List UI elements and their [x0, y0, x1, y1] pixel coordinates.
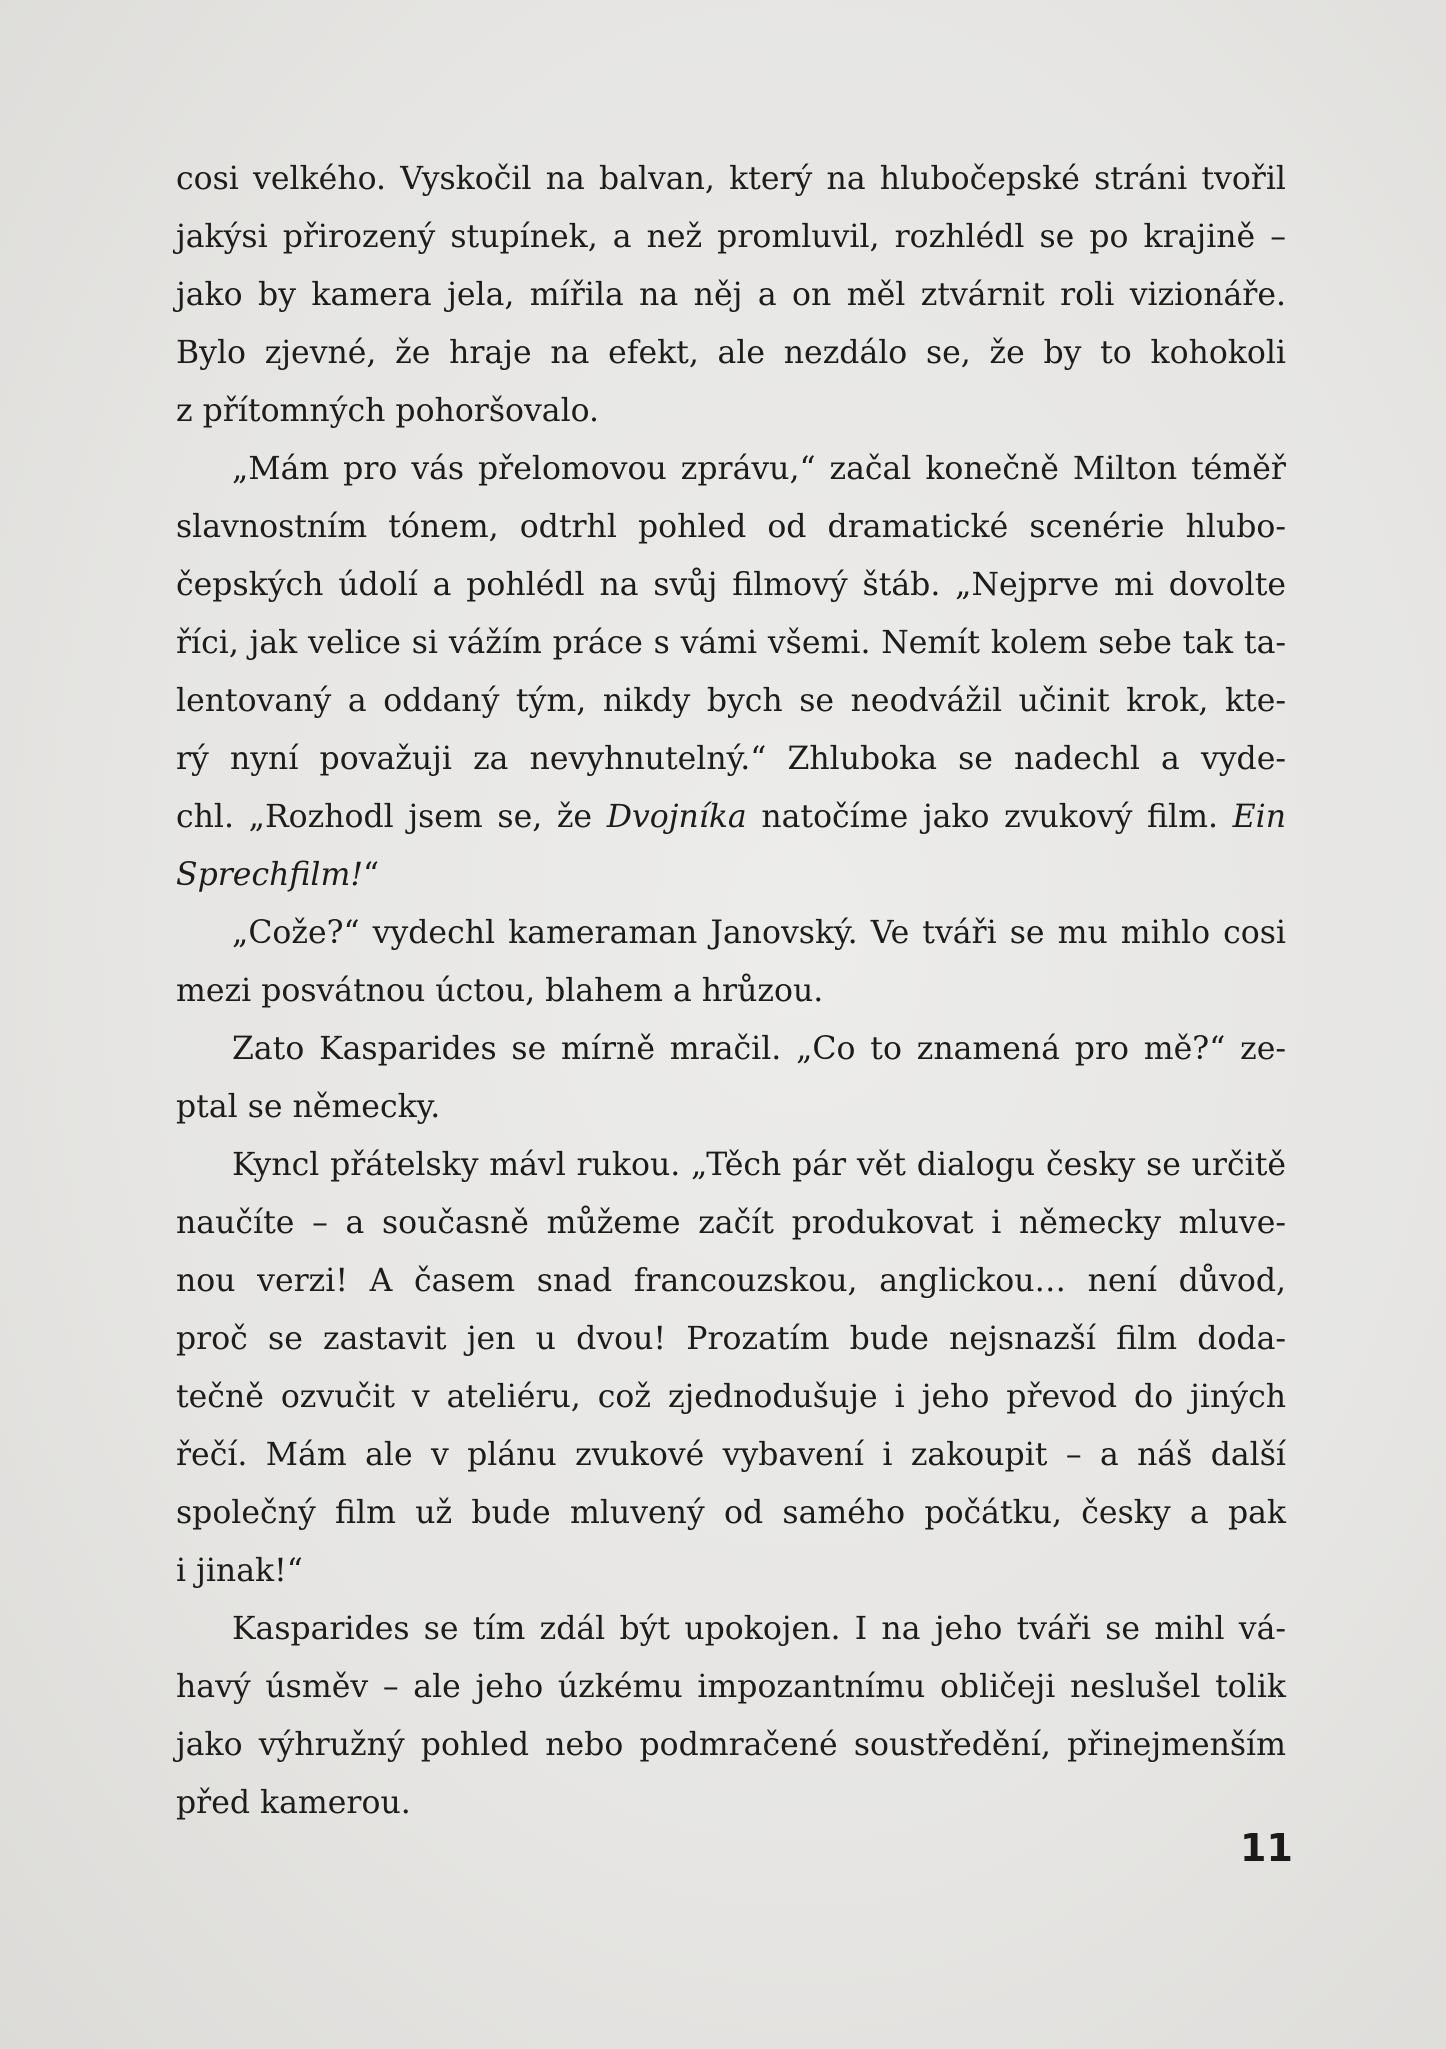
- text-line-with-italics: [176, 788, 1286, 846]
- text-line: cosi velkého. Vyskočil na balvan, který na hlubočepské stráni tvořil: [176, 161, 1286, 197]
- text-line: Kasparides se tím zdál být upokojen. I na jeho tváři se mihl vá-: [232, 1611, 1286, 1647]
- text-line: „Cože?“ vydechl kameraman Janovský. Ve tváři se mu mihlo cosi: [232, 915, 1286, 951]
- text-line: říci, jak velice si vážím práce s vámi všemi. Nemít kolem sebe tak ta-: [176, 625, 1286, 661]
- text-line: slavnostním tónem, odtrhl pohled od dramatické scenérie hlubo-: [176, 509, 1286, 545]
- text-line: před kamerou.: [176, 1785, 411, 1821]
- text-line: jakýsi přirozený stupínek, a než promluvil, rozhlédl se po krajině –: [176, 219, 1286, 255]
- text-line: havý úsměv – ale jeho úzkému impozantnímu obličeji neslušel tolik: [176, 1669, 1286, 1705]
- text-line: řečí. Mám ale v plánu zvukové vybavení i zakoupit – a náš další: [176, 1437, 1286, 1473]
- text-line: Bylo zjevné, že hraje na efekt, ale nezdálo se, že by to kohokoli: [176, 335, 1286, 371]
- text-run: natočíme jako zvukový film.: [761, 799, 1219, 835]
- text-line: nou verzi! A časem snad francouzskou, anglickou… není důvod,: [176, 1263, 1286, 1299]
- text-line: rý nyní považuji za nevyhnutelný.“ Zhluboka se nadechl a vyde-: [176, 741, 1286, 777]
- text-line: ptal se německy.: [176, 1089, 441, 1125]
- text-line-with-italics: [176, 846, 1286, 904]
- text-line: i jinak!“: [176, 1553, 303, 1589]
- text-line: proč se zastavit jen u dvou! Prozatím bude nejsnazší film doda-: [176, 1321, 1286, 1357]
- text-line: jako by kamera jela, mířila na něj a on měl ztvárnit roli vizionáře.: [176, 277, 1286, 313]
- body-text: [176, 150, 1286, 1832]
- text-line: čepských údolí a pohlédl na svůj filmový štáb. „Nejprve mi dovolte: [176, 567, 1286, 603]
- text-line: tečně ozvučit v ateliéru, což zjednodušuje i jeho převod do jiných: [176, 1379, 1286, 1415]
- italic-phrase: Ein: [1232, 799, 1286, 835]
- text-line: Zato Kasparides se mírně mračil. „Co to znamená pro mě?“ ze-: [232, 1031, 1286, 1067]
- text-line: z přítomných pohoršovalo.: [176, 393, 600, 429]
- text-line: společný film už bude mluvený od samého počátku, česky a pak: [176, 1495, 1286, 1531]
- italic-phrase: Sprechfilm!: [176, 857, 363, 893]
- text-line: Kyncl přátelsky mávl rukou. „Těch pár vět dialogu česky se určitě: [232, 1147, 1286, 1183]
- text-line: naučíte – a současně můžeme začít produkovat i německy mluve-: [176, 1205, 1286, 1241]
- italic-title: Dvojníka: [606, 799, 747, 835]
- text-run: chl. „Rozhodl jsem se, že: [176, 799, 593, 835]
- text-line: „Mám pro vás přelomovou zprávu,“ začal konečně Milton téměř: [232, 451, 1286, 487]
- text-line: mezi posvátnou úctou, blahem a hrůzou.: [176, 973, 824, 1009]
- text-run: “: [363, 857, 380, 893]
- page-number: 11: [1240, 1826, 1293, 1870]
- text-line: lentovaný a oddaný tým, nikdy bych se neodvážil učinit krok, kte-: [176, 683, 1286, 719]
- text-line: jako výhružný pohled nebo podmračené soustředění, přinejmenším: [176, 1727, 1286, 1763]
